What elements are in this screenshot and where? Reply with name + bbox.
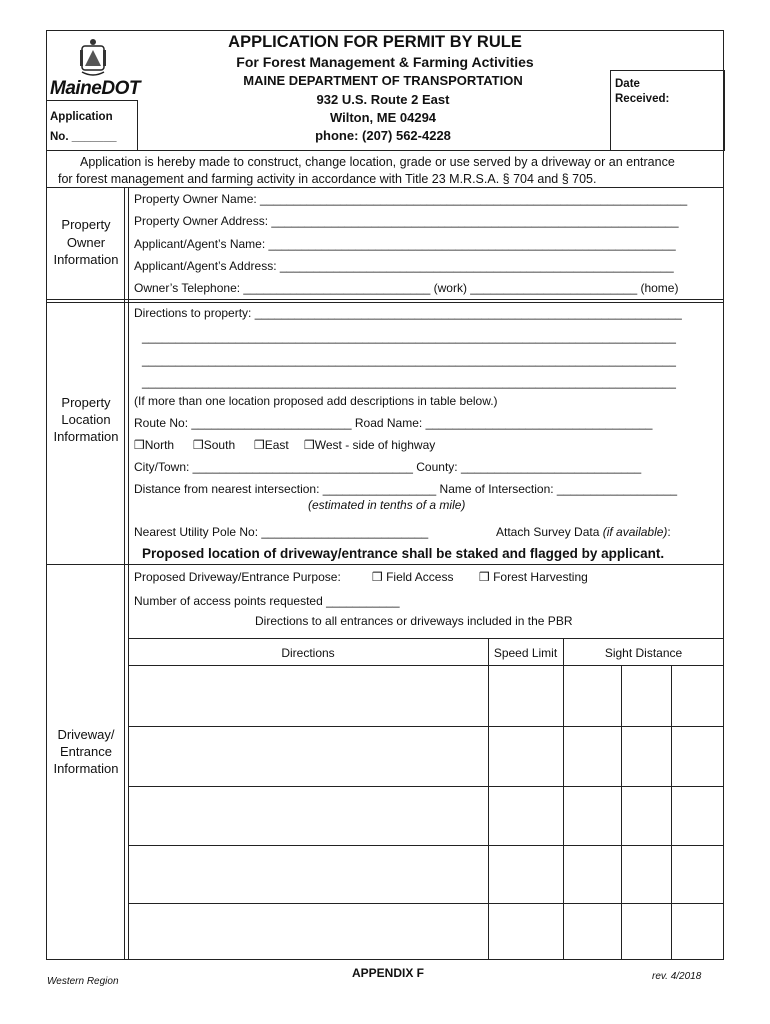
location-section-label-2: Location [61,412,111,427]
staked-notice: Proposed location of driveway/entrance shall be staked and flagged by applicant. [142,546,665,561]
application-no-field[interactable]: No. _______ [50,131,117,143]
table-row[interactable] [129,904,723,959]
owner-section-label-3: Information [53,252,119,267]
survey-data-label: Attach Survey Data (if available): [496,525,671,539]
owner-section-label-1: Property [61,217,111,232]
access-points-field[interactable]: Number of access points requested ___________ [134,594,400,608]
location-section-label-3: Information [53,429,119,444]
east-checkbox[interactable]: ❒East [254,438,289,452]
directions-field[interactable]: Directions to property: ________________________________________________________________ [134,306,682,320]
footer-region: Western Region [47,976,119,987]
field-access-checkbox[interactable]: ❒ Field Access [372,570,454,584]
footer-rev: rev. 4/2018 [652,971,702,982]
distance-note: (estimated in tenths of a mile) [308,498,466,512]
intro-line-1: Application is hereby made to construct, change location, grade or use served by a driveway or an entrance [80,155,675,169]
directions-caption: Directions to all entrances or driveways included in the PBR [255,614,573,628]
maine-seal-icon [76,36,110,78]
intro-line-2: for forest management and farming activity in accordance with Title 23 M.R.S.A. § 704 and § 705. [58,172,597,186]
agent-name-field[interactable]: Applicant/Agent’s Name: _____________________________________________________________ [134,237,676,251]
owner-section-label-2: Owner [66,235,106,250]
route-road-field[interactable]: Route No: ________________________ Road Name: __________________________________ [134,416,653,430]
north-checkbox[interactable]: ❒North [134,438,175,452]
logo-text: MaineDOT [50,78,140,99]
west-checkbox[interactable]: ❒West - side of highway [304,438,436,452]
table-header-speed-limit: Speed Limit [493,646,558,660]
table-row[interactable] [129,787,723,844]
south-checkbox[interactable]: ❒South [193,438,236,452]
application-no-label: Application [50,111,113,123]
driveway-section-label-1: Driveway/ [57,727,115,742]
department-name: MAINE DEPARTMENT OF TRANSPORTATION [243,73,523,88]
footer-appendix: APPENDIX F [352,966,425,980]
owner-telephone-field[interactable]: Owner’s Telephone: ____________________________ (work) _________________________ (home) [134,281,679,295]
form-subtitle: For Forest Management & Farming Activities [236,54,534,70]
date-label: Date [615,78,640,90]
directions-line-4[interactable]: ________________________________________________________________________________ [142,375,676,389]
table-row[interactable] [129,666,723,725]
received-label: Received: [615,93,670,105]
location-section-label-1: Property [61,395,111,410]
table-header-directions: Directions [281,646,335,660]
directions-line-2[interactable]: ________________________________________________________________________________ [142,330,676,344]
table-row[interactable] [129,846,723,902]
phone-number: phone: (207) 562-4228 [315,128,451,143]
form-title: APPLICATION FOR PERMIT BY RULE [228,33,522,51]
table-header-sight-distance: Sight Distance [604,646,683,660]
distance-intersection-field[interactable]: Distance from nearest intersection: _________________ Name of Intersection: __________________ [134,482,678,496]
address-line-2: Wilton, ME 04294 [329,110,437,125]
owner-name-field[interactable]: Property Owner Name: ________________________________________________________________ [134,192,688,206]
driveway-section-label-2: Entrance [59,744,113,759]
driveway-purpose-label: Proposed Driveway/Entrance Purpose: [134,570,341,584]
address-line-1: 932 U.S. Route 2 East [316,92,450,107]
utility-pole-field[interactable]: Nearest Utility Pole No: _________________________ [134,525,429,539]
directions-line-3[interactable]: ________________________________________________________________________________ [142,353,676,367]
agent-address-field[interactable]: Applicant/Agent’s Address: ___________________________________________________________ [134,259,674,273]
owner-address-field[interactable]: Property Owner Address: _____________________________________________________________ [134,214,679,228]
table-row[interactable] [129,727,723,785]
city-county-field[interactable]: City/Town: _________________________________ County: ___________________________ [134,460,642,474]
driveway-section-label-3: Information [53,761,119,776]
multi-location-note: (If more than one location proposed add descriptions in table below.) [134,394,498,408]
forest-harvesting-checkbox[interactable]: ❒ Forest Harvesting [479,570,588,584]
